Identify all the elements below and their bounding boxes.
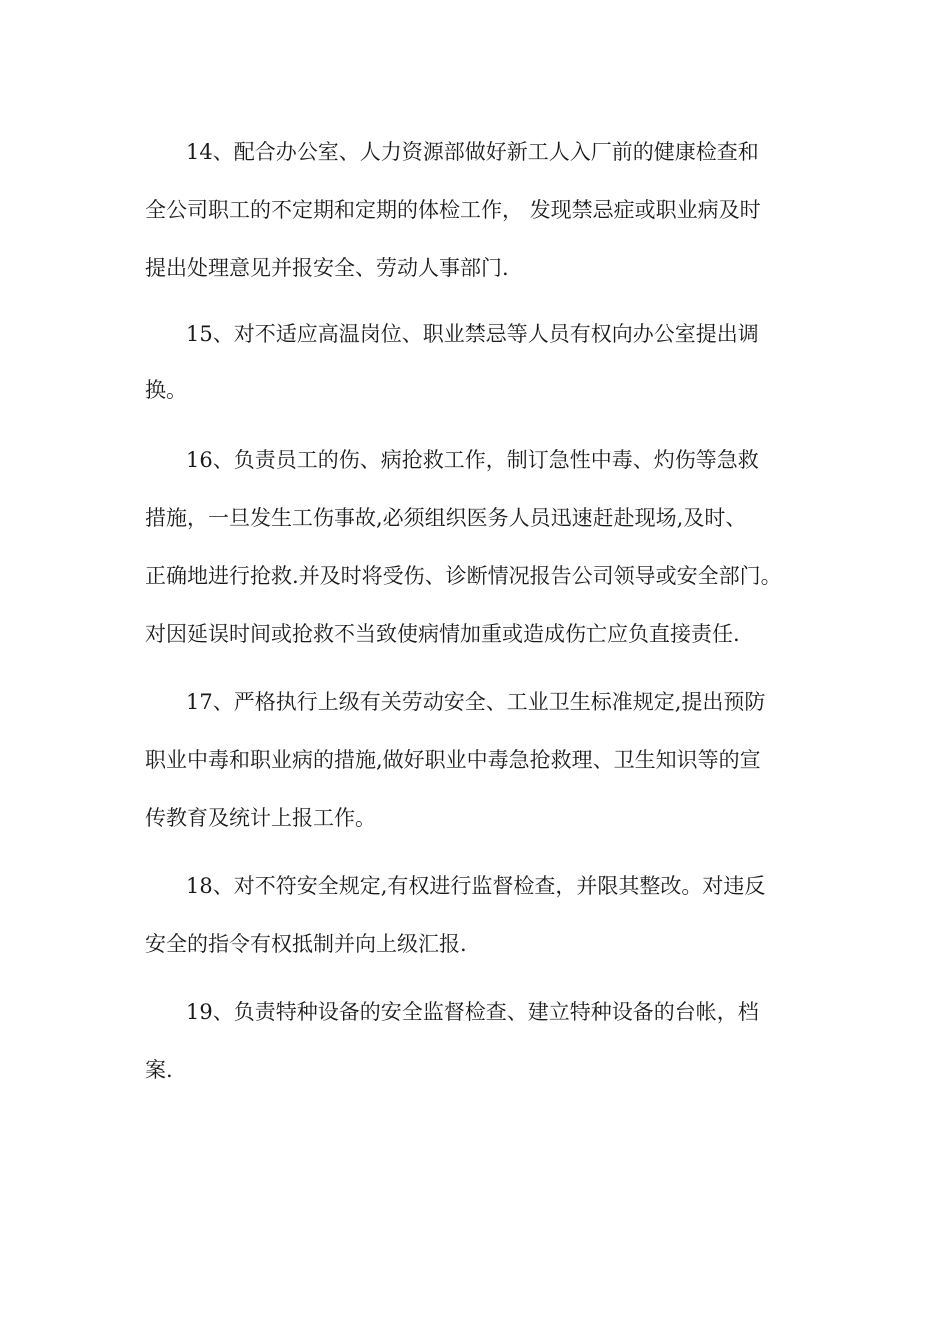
paragraph-line: 案. bbox=[145, 1058, 173, 1082]
paragraph-line: 19、负责特种设备的安全监督检查、建立特种设备的台帐，档 bbox=[186, 1000, 759, 1024]
paragraph-line: 正确地进行抢救.并及时将受伤、诊断情况报告公司领导或安全部门。 bbox=[145, 564, 782, 588]
paragraph-line: 换。 bbox=[145, 378, 187, 402]
paragraph-line: 全公司职工的不定期和定期的体检工作， 发现禁忌症或职业病及时 bbox=[145, 198, 761, 222]
paragraph-line: 16、负责员工的伤、病抢救工作，制订急性中毒、灼伤等急救 bbox=[186, 448, 759, 472]
paragraph-line: 措施，一旦发生工伤事故,必须组织医务人员迅速赶赴现场,及时、 bbox=[145, 506, 747, 530]
paragraph-line: 15、对不适应高温岗位、职业禁忌等人员有权向办公室提出调 bbox=[186, 322, 759, 346]
paragraph-line: 17、严格执行上级有关劳动安全、工业卫生标准规定,提出预防 bbox=[186, 690, 766, 714]
paragraph-line: 安全的指令有权抵制并向上级汇报. bbox=[145, 932, 467, 956]
paragraph-line: 对因延误时间或抢救不当致使病情加重或造成伤亡应负直接责任. bbox=[145, 622, 740, 646]
paragraph-line: 18、对不符安全规定,有权进行监督检查，并限其整改。对违反 bbox=[186, 874, 766, 898]
paragraph-line: 提出处理意见并报安全、劳动人事部门. bbox=[145, 256, 509, 280]
paragraph-line: 职业中毒和职业病的措施,做好职业中毒急抢救理、卫生知识等的宣 bbox=[145, 748, 761, 772]
paragraph-line: 传教育及统计上报工作。 bbox=[145, 806, 376, 830]
paragraph-line: 14、配合办公室、人力资源部做好新工人入厂前的健康检查和 bbox=[186, 140, 759, 164]
